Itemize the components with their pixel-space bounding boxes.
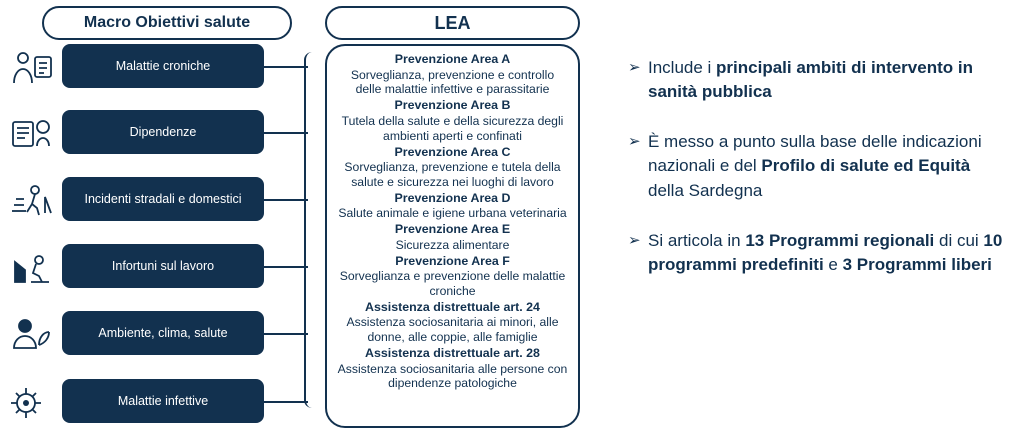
macro-objective-label: Infortuni sul lavoro (111, 258, 215, 273)
lea-entry-title: Prevenzione Area D (394, 190, 511, 205)
addiction-icon (4, 110, 60, 158)
macro-objective-label: Dipendenze (129, 124, 197, 139)
lea-entry-title: Prevenzione Area F (395, 253, 510, 268)
lea-entry (337, 222, 568, 252)
bullet-text: È messo a punto sulla base delle indicazioni nazionali e del Profilo di salute ed Equità della Sardegna (648, 132, 982, 200)
lea-entry-title: Prevenzione Area A (394, 52, 511, 66)
arrow-bullet-icon: ➢ (628, 133, 641, 151)
macro-objective-infortuni-sul-lavoro[interactable] (62, 244, 264, 288)
road-home-accident-icon (4, 178, 60, 226)
bullet-item (628, 229, 1008, 277)
bullet-item (628, 130, 1008, 202)
lea-header (325, 6, 580, 40)
lea-entry-description: Tutela della salute e della sicurezza degli ambienti aperti e confinati (341, 113, 564, 143)
grouping-brace (304, 52, 314, 408)
lea-entry-title: Prevenzione Area E (394, 222, 511, 237)
lea-entry-description: Assistenza sociosanitaria alle persone con dipendenze patologiche (337, 361, 568, 391)
connector-line (264, 266, 308, 268)
macro-objective-label: Malattie croniche (115, 58, 211, 73)
lea-entry-description: Salute animale e igiene urbana veterinaria (338, 206, 567, 221)
lea-entry-title: Assistenza distrettuale art. 28 (365, 346, 540, 360)
macro-objective-label: Incidenti stradali e domestici (84, 191, 242, 206)
bullet-text: Include i principali ambiti di intervento in sanità pubblica (648, 58, 973, 102)
connector-line (264, 333, 308, 335)
macro-objective-label: Malattie infettive (117, 393, 209, 408)
macro-objective-ambiente-clima-salute[interactable] (62, 311, 264, 355)
infectious-disease-icon (4, 379, 60, 427)
macro-objective-dipendenze[interactable] (62, 110, 264, 154)
chronic-disease-icon (4, 46, 60, 94)
arrow-bullet-icon: ➢ (628, 59, 641, 76)
macro-objective-label: Ambiente, clima, salute (98, 325, 228, 340)
lea-entry-description: Assistenza sociosanitaria ai minori, alle donne, alle coppie, alle famiglie (346, 315, 559, 345)
bullet-item (628, 56, 1008, 104)
lea-header-label: LEA (434, 12, 471, 33)
macro-objectives-header (42, 6, 292, 40)
bullet-text: Si articola in 13 Programmi regionali di cui 10 programmi predefiniti e 3 Programmi liberi (648, 230, 1003, 274)
connector-line (264, 401, 308, 403)
lea-entry-title: Prevenzione Area B (394, 98, 511, 113)
lea-entry-description: Sorveglianza e prevenzione delle malattie croniche (339, 269, 566, 298)
lea-entry (337, 145, 568, 190)
macro-objective-malattie-infettive[interactable] (62, 379, 264, 423)
lea-entry (337, 52, 568, 97)
lea-entry (337, 191, 568, 221)
bullet-list (628, 56, 1008, 303)
lea-entry (337, 300, 568, 345)
environment-climate-icon (4, 312, 60, 360)
lea-entry-title: Assistenza distrettuale art. 24 (365, 299, 540, 314)
lea-entry-description: Sorveglianza, prevenzione e tutela della salute e sicurezza nei luoghi di lavoro (344, 160, 561, 189)
lea-entry (337, 254, 568, 299)
connector-line (264, 132, 308, 134)
macro-objective-incidenti-stradali-domestici[interactable] (62, 177, 264, 221)
lea-panel (325, 44, 580, 428)
macro-objective-malattie-croniche[interactable] (62, 44, 264, 88)
lea-entry-description: Sicurezza alimentare (395, 237, 510, 252)
lea-entry (337, 346, 568, 391)
work-injury-icon (4, 245, 60, 293)
lea-entry (337, 98, 568, 143)
arrow-bullet-icon: ➢ (628, 231, 641, 249)
macro-objectives-header-label: Macro Obiettivi salute (83, 14, 251, 31)
connector-line (264, 66, 308, 68)
lea-entry-description: Sorveglianza, prevenzione e controllo delle malattie infettive e parassitarie (350, 67, 555, 97)
connector-line (264, 199, 308, 201)
lea-entry-title: Prevenzione Area C (394, 144, 511, 159)
